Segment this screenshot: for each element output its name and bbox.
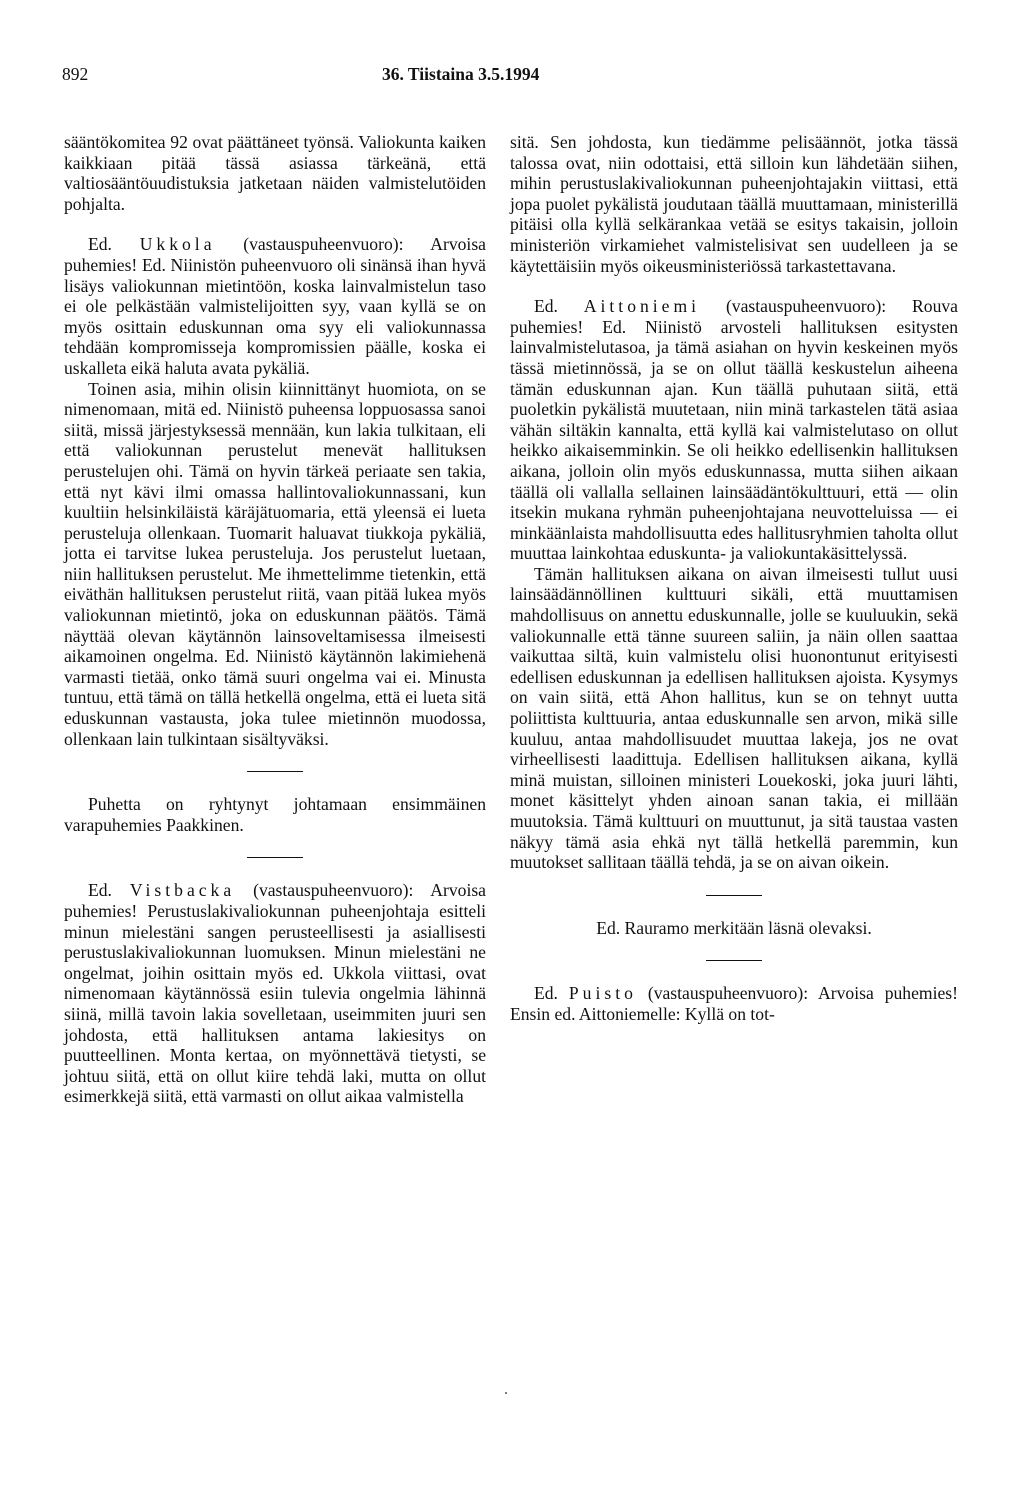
page-header <box>62 64 962 90</box>
speech-paragraph <box>510 983 958 1024</box>
left-column <box>64 132 486 1107</box>
speech-text: (vastauspuheenvuoro): Arvoisa puhemies! Ensin ed. Aittoniemelle: Kyllä on tot- <box>510 983 958 1024</box>
paragraph: sääntökomitea 92 ovat päättäneet työnsä. Valiokunta kaiken kaikkiaan pitää tässä asiassa tärkeänä, että valtiosääntöuudistuksia jatketaan näiden valmistelutöiden pohjalta. <box>64 132 486 214</box>
speaker-prefix: Ed. <box>534 983 558 1004</box>
speaker-name: Puisto <box>568 983 637 1004</box>
speech-paragraph <box>64 234 486 378</box>
speech-paragraph <box>510 296 958 564</box>
speaker-name: Aittoniemi <box>583 296 701 317</box>
speaker-name: Vistbacka <box>129 880 236 901</box>
attendance-note: Ed. Rauramo merkitään läsnä olevaksi. <box>596 917 872 938</box>
speech-text: (vastauspuheenvuoro): Rouva puhemies! Ed. Niinistö arvosteli hallituksen esitysten lainvalmistelutasoa, ja tämä asiahan on hyvin keskeinen myös tässä mietinnössä, ja se on ollut täällä keskustelun aiheena tämän eduskunnan ajan. Kun täällä puhutaan siitä, että puoletkin pykälistä muutetaan, niin minä tarkastelen tätä asiaa vähän siltäkin kannalta, että kyllä kai valmistelutaso on ollut heikko aikaisemminkin. Se oli heikko edellisenkin hallituksen aikana, jolloin olin myös eduskunnassa, mutta siihen aikaan täällä oli vallalla sellainen lainsäädäntökulttuuri, että — olin itsekin mukana ryhmän puheenjohtajana neuvotteluissa — ei minkäänlaista mahdollisuutta edes hallitusryhmien taholta ollut muuttaa lainkohtaa eduskunta- ja valiokuntakäsittelyssä. <box>510 296 958 564</box>
speech-text: (vastauspuheenvuoro): Arvoisa puhemies! Ed. Niinistön puheenvuoro oli sinänsä ihan hyvä lisäys valiokunnan mietintöön, koska lainvalmistelun taso ei ole pelkästään valmistelijoitten syy, vaan kyllä se on myös osittain eduskunnan oma syy eli valiokunnassa tehdään kompromisseja kompromissien päälle, koska ei uskalleta eikä haluta avata pykäliä. <box>64 234 486 378</box>
scan-speck <box>505 1392 507 1394</box>
paragraph: sitä. Sen johdosta, kun tiedämme pelisäännöt, jotka tässä talossa ovat, niin odottaisi, että silloin kun lähdetään siihen, mihin perustuslakivaliokunnan puheenjohtajakin viittasi, että jopa puolet pykälistä joudutaan täällä muuttamaan, ministerillä pitäisi olla kyllä selkärankaa vetää se esitys takaisin, jolloin ministeriön virkamiehet valmistelisivat sen uudelleen ja se käytettäisiin myös oikeusministeriössä tarkastettavana. <box>510 132 958 276</box>
right-column <box>510 132 958 1025</box>
page-number: 892 <box>62 64 89 84</box>
speech-text: (vastauspuheenvuoro): Arvoisa puhemies! Perustuslakivaliokunnan puheenjohtaja esitteli minun mielestäni sangen perusteellisesti ja asiallisesti perustuslakivaliokunnan luomuksen. Minun mielestäni ne ongelmat, joihin osittain myös ed. Ukkola viittasi, ovat nimenomaan käytännössä esiin tulevia ongelmia lähinnä siinä, millä tavoin lakia sovelletaan, useimmiten juuri sen johdosta, että hallituksen antama lakiesitys on puutteellinen. Monta kertaa, on myönnettävä tietysti, se johtuu siitä, että on ollut kiire tehdä laki, mutta on ollut esimerkkejä siitä, että varmasti on ollut aikaa valmistella <box>64 880 486 1107</box>
speech-paragraph <box>64 880 486 1107</box>
running-head: 36. Tiistaina 3.5.1994 <box>382 64 540 84</box>
section-divider <box>706 895 762 896</box>
section-divider <box>247 857 303 858</box>
speaker-name: Ukkola <box>139 234 216 255</box>
speaker-prefix: Ed. <box>88 880 112 901</box>
section-divider <box>706 960 762 961</box>
speaker-prefix: Ed. <box>534 296 558 317</box>
speaker-prefix: Ed. <box>88 234 112 255</box>
paragraph: Toinen asia, mihin olisin kiinnittänyt huomiota, on se nimenomaan, mitä ed. Niinistö puheensa loppuosassa sanoi siitä, missä järjestyksessä mennään, kun lakia tulkitaan, eli että valiokunnan perustelut menevät hallituksen perustelujen ohi. Tämä on hyvin tärkeä periaate sen takia, että nyt kävi ilmi omassa hallintovaliokunnassani, kun kuultiin helsinkiläistä käräjätuomaria, että yleensä ei lueta perusteluja ollenkaan. Tuomarit haluavat tiukkoja pykäliä, jotta ei tarvitse lukea perusteluja. Jos perustelut luetaan, niin hallituksen perustelut. Me ihmettelimme tietenkin, että eiväthän hallituksen perustelut riitä, vaan pitää lukea myös valiokunnan mietintö, joka on eduskunnan päätös. Tämä näyttää olevan käytännön lainsoveltamisessa ilmeisesti aikamoinen ongelma. Ed. Niinistö käytännön lakimiehenä varmasti tietää, onko tämä suuri ongelma vai ei. Minusta tuntuu, että tämä on tällä hetkellä ongelma, että ei lueta sitä eduskunnan vastausta, joka tulee mietinnön muodossa, ollenkaan lain tulkintaan sisältyväksi. <box>64 378 486 749</box>
chair-note: Puhetta on ryhtynyt johtamaan ensimmäinen varapuhemies Paakkinen. <box>64 794 486 835</box>
section-divider <box>247 771 303 772</box>
paragraph: Tämän hallituksen aikana on aivan ilmeisesti tullut uusi lainsäädännöllinen kulttuuri sikäli, että muuttamisen mahdollisuus on annettu eduskunnalle, jolle se kuuluukin, sekä valiokunnalle että tänne suureen saliin, ja näin ollen saattaa vaikuttaa siltä, kuin valmistelu olisi huonontunut erityisesti edellisen eduskunnan ja edellisen hallituksen ajoista. Kysymys on vain siitä, että Ahon hallitus, kun se on tehnyt uutta poliittista kulttuuria, antaa eduskunnalle sen arvon, mikä sille kuuluu, antaa mahdollisuudet muuttaa lakeja, jos ne ovat virheellisesti laadittuja. Edellisen hallituksen aikana, kyllä minä muistan, silloinen ministeri Louekoski, joka juuri lähti, monet käsittelyt yhden ainoan sanan takia, ei millään muutoksia. Tämä kulttuuri on muuttunut, ja sitä taustaa vasten näkyy tämä asia ehkä nyt tällä hetkellä paremmin, kun muutokset sallitaan täällä tehdä, ja se on aivan oikein. <box>510 563 958 873</box>
